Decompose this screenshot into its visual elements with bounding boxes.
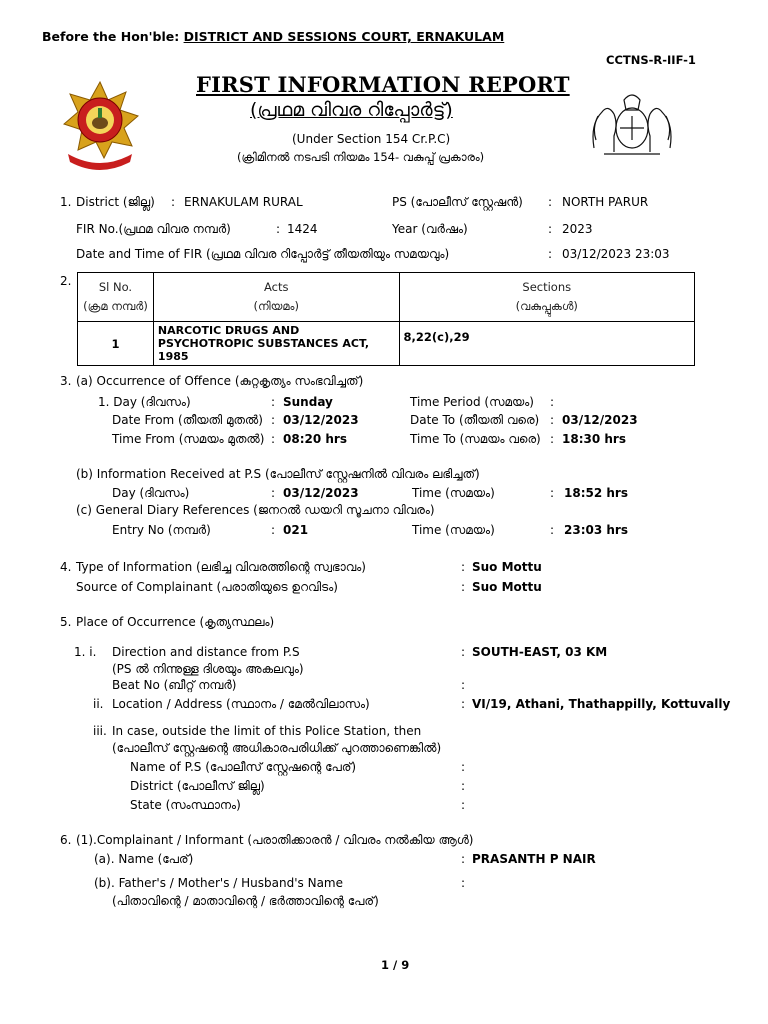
complainant-source-label: Source of Complainant (പരാതിയുടെ ഉറവിടം)	[76, 580, 338, 594]
colon: :	[171, 195, 176, 209]
received-time-label: Time (സമയം)	[412, 486, 495, 500]
colon: :	[461, 697, 466, 711]
place-of-occurrence-label: Place of Occurrence (കൃത്യസ്ഥലം)	[76, 615, 275, 629]
fir-datetime-value: 03/12/2023 23:03	[562, 247, 670, 261]
fir-datetime-label: Date and Time of FIR (പ്രഥമ വിവര റിപ്പോർട്ട് തീയതിയും സമയവും)	[76, 247, 450, 261]
day-value: Sunday	[283, 395, 333, 409]
other-ps-name-label: Name of P.S (പോലീസ് സ്റ്റേഷന്റെ പേര്)	[130, 760, 357, 774]
direction-malayalam: (PS ൽ നിന്നുള്ള ദിശയും അകലവും)	[112, 662, 304, 676]
fir-label: FIR No.(പ്രഥമ വിവര നമ്പർ)	[76, 222, 231, 236]
kerala-state-emblem-icon	[584, 88, 680, 162]
district-value: ERNAKULAM RURAL	[184, 195, 303, 209]
outside-limit-malayalam: (പോലീസ് സ്റ്റേഷന്റെ അധികാരപരിധിക്ക് പുറത്താണെങ്കിൽ)	[112, 741, 442, 755]
complainant-label: (1).Complainant / Informant (പരാതിക്കാരൻ / വിവരം നൽകിയ ആൾ)	[76, 833, 474, 847]
other-district-label: District (പോലീസ് ജില്ല)	[130, 779, 265, 793]
time-to-label: Time To (സമയം വരെ)	[410, 432, 541, 446]
colon: :	[548, 247, 553, 261]
info-type-value: Suo Mottu	[472, 560, 542, 574]
info-type-label: Type of Information (ലഭിച്ച വിവരത്തിന്റെ സ്വഭാവം)	[76, 560, 366, 574]
sec1-number: 1.	[60, 195, 72, 209]
received-time-value: 18:52 hrs	[564, 486, 628, 500]
info-received-label: (b) Information Received at P.S (പോലീസ് സ്റ്റേഷനിൽ വിവരം ലഭിച്ചത്)	[76, 467, 480, 481]
occurrence-label: (a) Occurrence of Offence (കുറ്റകൃത്യം സംഭവിച്ചത്)	[76, 374, 364, 388]
father-name-malayalam: (പിതാവിന്റെ / മാതാവിന്റെ / ഭർത്താവിന്റെ പേര്)	[112, 894, 379, 908]
sec2-number: 2.	[60, 274, 72, 288]
colon: :	[271, 413, 276, 427]
colon: :	[271, 395, 276, 409]
colon: :	[461, 779, 466, 793]
colon: :	[461, 798, 466, 812]
colon: :	[550, 395, 555, 409]
colon: :	[548, 222, 553, 236]
date-from-label: Date From (തീയതി മുതൽ)	[112, 413, 263, 427]
complainant-source-value: Suo Mottu	[472, 580, 542, 594]
court-line	[42, 29, 504, 44]
colon: :	[548, 195, 553, 209]
colon: :	[550, 486, 555, 500]
direction-value: SOUTH-EAST, 03 KM	[472, 645, 608, 659]
acts-table-header	[78, 273, 695, 322]
district-label: District (ജില്ല)	[76, 195, 155, 209]
time-from-value: 08:20 hrs	[283, 432, 347, 446]
report-title: FIRST INFORMATION REPORT	[196, 72, 570, 97]
colon: :	[550, 523, 555, 537]
sec6-number: 6.	[60, 833, 72, 847]
direction-label: Direction and distance from P.S	[112, 645, 300, 659]
gd-time-label: Time (സമയം)	[412, 523, 495, 537]
colon: :	[550, 432, 555, 446]
received-day-value: 03/12/2023	[283, 486, 359, 500]
colon: :	[461, 760, 466, 774]
court-name: DISTRICT AND SESSIONS COURT, ERNAKULAM	[183, 29, 505, 44]
sec3-number: 3.	[60, 374, 72, 388]
kerala-police-emblem-icon	[60, 80, 140, 172]
year-value: 2023	[562, 222, 593, 236]
time-from-label: Time From (സമയം മുതൽ)	[112, 432, 265, 446]
entry-no-label: Entry No (നമ്പർ)	[112, 523, 211, 537]
section-subtitle-malayalam: (ക്രിമിനൽ നടപടി നിയമം 154- വകുപ്പ് പ്രകാരം)	[237, 150, 485, 164]
court-prefix: Before the Hon'ble:	[42, 29, 180, 44]
sub-ii-number: ii.	[93, 697, 104, 711]
sl-header: Sl No. (ക്രമ നമ്പർ)	[78, 273, 154, 322]
sec5-number: 5.	[60, 615, 72, 629]
gd-time-value: 23:03 hrs	[564, 523, 628, 537]
colon: :	[271, 523, 276, 537]
acts-header: Acts (നിയമം)	[153, 273, 399, 322]
colon: :	[271, 432, 276, 446]
complainant-name-value: PRASANTH P NAIR	[472, 852, 596, 866]
fir-value: 1424	[287, 222, 318, 236]
section-subtitle: (Under Section 154 Cr.P.C)	[292, 132, 451, 146]
report-title-malayalam: (പ്രഥമ വിവര റിപ്പോർട്ട്)	[250, 99, 453, 121]
colon: :	[461, 580, 466, 594]
colon: :	[461, 852, 466, 866]
day-label: 1. Day (ദിവസം)	[98, 395, 191, 409]
row-sections: 8,22(c),29	[399, 322, 694, 366]
outside-limit-label: In case, outside the limit of this Police Station, then	[112, 724, 422, 738]
date-from-value: 03/12/2023	[283, 413, 359, 427]
colon: :	[461, 678, 466, 692]
time-period-label: Time Period (സമയം)	[410, 395, 534, 409]
beat-label: Beat No (ബീറ്റ് നമ്പർ)	[112, 678, 237, 692]
date-to-value: 03/12/2023	[562, 413, 638, 427]
ps-label: PS (പോലീസ് സ്റ്റേഷൻ)	[392, 195, 523, 209]
entry-no-value: 021	[283, 523, 309, 537]
sub-iii-number: iii.	[93, 724, 107, 738]
form-code: CCTNS-R-IIF-1	[606, 53, 696, 67]
colon: :	[271, 486, 276, 500]
received-day-label: Day (ദിവസം)	[112, 486, 190, 500]
complainant-name-label: (a). Name (പേര്)	[94, 852, 194, 866]
colon: :	[550, 413, 555, 427]
ps-value: NORTH PARUR	[562, 195, 649, 209]
year-label: Year (വർഷം)	[392, 222, 468, 236]
location-label: Location / Address (സ്ഥാനം / മേൽവിലാസം)	[112, 697, 370, 711]
sections-header: Sections (വകുപ്പുകൾ)	[399, 273, 694, 322]
gd-references-label: (c) General Diary References (ജനറൽ ഡയറി സൂചനാ വിവരം)	[76, 503, 435, 517]
other-state-label: State (സംസ്ഥാനം)	[130, 798, 241, 812]
father-name-label: (b). Father's / Mother's / Husband's Name	[94, 876, 343, 890]
colon: :	[461, 560, 466, 574]
date-to-label: Date To (തീയതി വരെ)	[410, 413, 540, 427]
colon: :	[276, 222, 281, 236]
sec4-number: 4.	[60, 560, 72, 574]
row-sl: 1	[78, 322, 154, 366]
table-row	[78, 322, 695, 366]
sub-i-number: 1. i.	[74, 645, 97, 659]
acts-table	[77, 272, 695, 366]
location-value: VI/19, Athani, Thathappilly, Kottuvally	[472, 697, 731, 711]
row-act: NARCOTIC DRUGS AND PSYCHOTROPIC SUBSTANCES ACT, 1985	[153, 322, 399, 366]
colon: :	[461, 876, 466, 890]
page-number: 1 / 9	[381, 958, 410, 972]
time-to-value: 18:30 hrs	[562, 432, 626, 446]
colon: :	[461, 645, 466, 659]
